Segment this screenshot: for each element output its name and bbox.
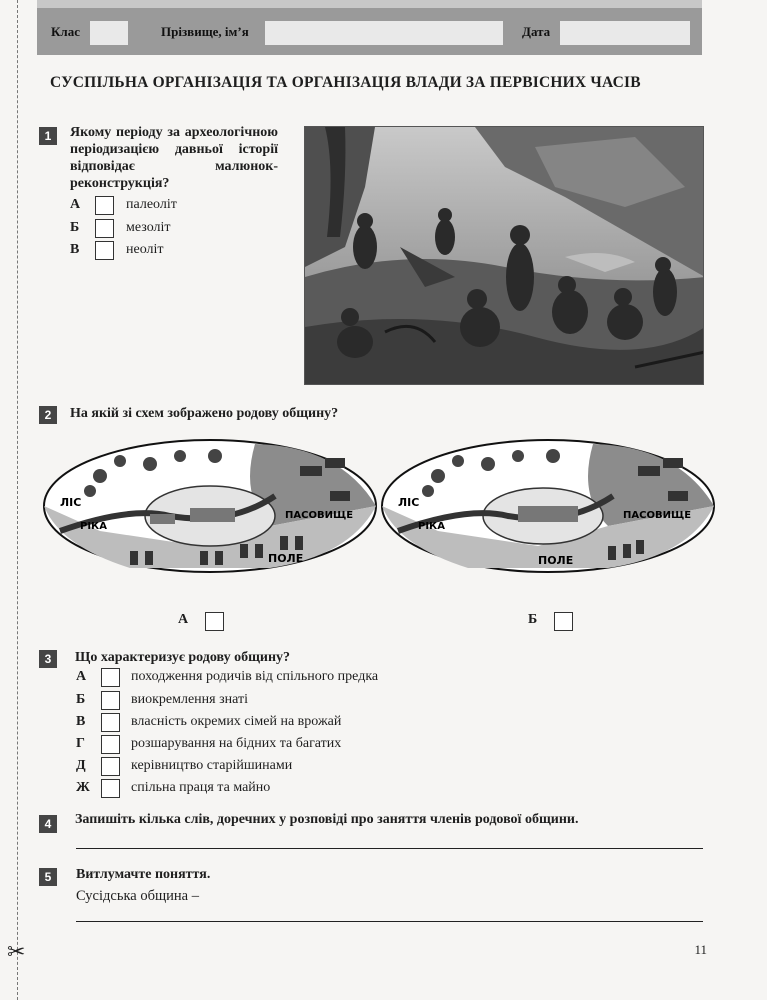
- scheme-b-pasture-label: ПАСОВИЩЕ: [623, 510, 692, 521]
- question-2-number: 2: [39, 406, 57, 424]
- option-text: власність окремих сімей на врожай: [131, 714, 342, 729]
- q1-option-a[interactable]: [70, 196, 270, 216]
- q5-term: Сусідська община –: [76, 888, 199, 904]
- class-field[interactable]: [90, 21, 128, 45]
- name-label: Прізвище, ім’я: [161, 24, 249, 39]
- cut-line: [17, 0, 18, 1000]
- q3-checkbox-d[interactable]: [101, 735, 120, 754]
- q1-checkbox-a[interactable]: [95, 196, 114, 215]
- question-3-text: Що характеризує родову общину?: [75, 650, 291, 665]
- question-2-text: На якій зі схем зображено родову общину?: [70, 406, 339, 421]
- q1-checkbox-b[interactable]: [95, 219, 114, 238]
- question-1-number: 1: [39, 127, 57, 145]
- q3-option-b[interactable]: [76, 691, 476, 711]
- question-3-number: 3: [39, 650, 57, 668]
- scheme-a-checkbox[interactable]: [205, 612, 224, 631]
- option-text: спільна праця та майно: [131, 780, 271, 795]
- scheme-a-forest-label: ЛІС: [60, 496, 82, 509]
- scheme-a-field-label: ПОЛЕ: [268, 552, 304, 565]
- q1-option-b[interactable]: [70, 219, 270, 239]
- scheme-b-checkbox[interactable]: [554, 612, 573, 631]
- option-letter: Ж: [76, 780, 90, 795]
- option-letter: В: [70, 242, 80, 257]
- option-letter: Б: [70, 220, 80, 235]
- q3-checkbox-e[interactable]: [101, 757, 120, 776]
- page-number: 11: [694, 942, 707, 957]
- scheme-a-diagram: [40, 436, 380, 576]
- q3-checkbox-b[interactable]: [101, 691, 120, 710]
- q3-checkbox-f[interactable]: [101, 779, 120, 798]
- q3-checkbox-a[interactable]: [101, 668, 120, 687]
- scissors-icon: ✂: [7, 940, 26, 965]
- class-label: Клас: [51, 24, 80, 39]
- q4-answer-line[interactable]: [76, 848, 703, 849]
- question-1-text: Якому періоду за археологічною періодизацією давньої історії відповідає малюнок-реконструкція?: [70, 125, 278, 191]
- option-letter: В: [76, 714, 86, 729]
- scheme-a-letter: А: [178, 612, 189, 627]
- q3-option-a[interactable]: [76, 668, 476, 688]
- option-text: походження родичів від спільного предка: [131, 669, 379, 684]
- q3-option-d[interactable]: [76, 735, 476, 755]
- header-bar: [37, 0, 702, 55]
- reconstruction-illustration: [304, 126, 704, 385]
- scheme-a-pasture-label: ПАСОВИЩЕ: [285, 510, 354, 521]
- question-5-text: Витлумачте поняття.: [76, 867, 211, 882]
- option-text: мезоліт: [126, 220, 171, 235]
- option-letter: Б: [76, 692, 86, 707]
- option-text: виокремлення знаті: [131, 692, 248, 707]
- question-4-number: 4: [39, 815, 57, 833]
- scheme-a-river-label: РІКА: [80, 521, 107, 532]
- q3-option-e[interactable]: [76, 757, 476, 777]
- option-text: керівництво старійшинами: [131, 758, 293, 773]
- question-5-number: 5: [39, 868, 57, 886]
- option-letter: А: [76, 669, 87, 684]
- q3-option-c[interactable]: [76, 713, 476, 733]
- option-text: неоліт: [126, 242, 164, 257]
- q1-checkbox-c[interactable]: [95, 241, 114, 260]
- option-letter: Д: [76, 758, 86, 773]
- scheme-b-field-label: ПОЛЕ: [538, 554, 574, 567]
- q3-option-f[interactable]: [76, 779, 476, 799]
- scheme-b-diagram: [378, 436, 718, 576]
- scheme-b-forest-label: ЛІС: [398, 496, 420, 509]
- option-text: розшарування на бідних та багатих: [131, 736, 342, 751]
- q5-answer-line[interactable]: [76, 921, 703, 922]
- option-letter: А: [70, 197, 81, 212]
- question-4-text: Запишіть кілька слів, доречних у розповіді про заняття членів родової общини.: [75, 812, 579, 827]
- page-title: СУСПІЛЬНА ОРГАНІЗАЦІЯ ТА ОРГАНІЗАЦІЯ ВЛАДИ ЗА ПЕРВІСНИХ ЧАСІВ: [50, 74, 641, 91]
- option-text: палеоліт: [126, 197, 177, 212]
- date-field[interactable]: [560, 21, 690, 45]
- name-field[interactable]: [265, 21, 503, 45]
- scheme-b-letter: Б: [528, 612, 538, 627]
- q1-option-c[interactable]: [70, 241, 270, 261]
- option-letter: Г: [76, 736, 85, 751]
- q3-checkbox-c[interactable]: [101, 713, 120, 732]
- date-label: Дата: [522, 24, 551, 39]
- scheme-b-river-label: РІКА: [418, 521, 445, 532]
